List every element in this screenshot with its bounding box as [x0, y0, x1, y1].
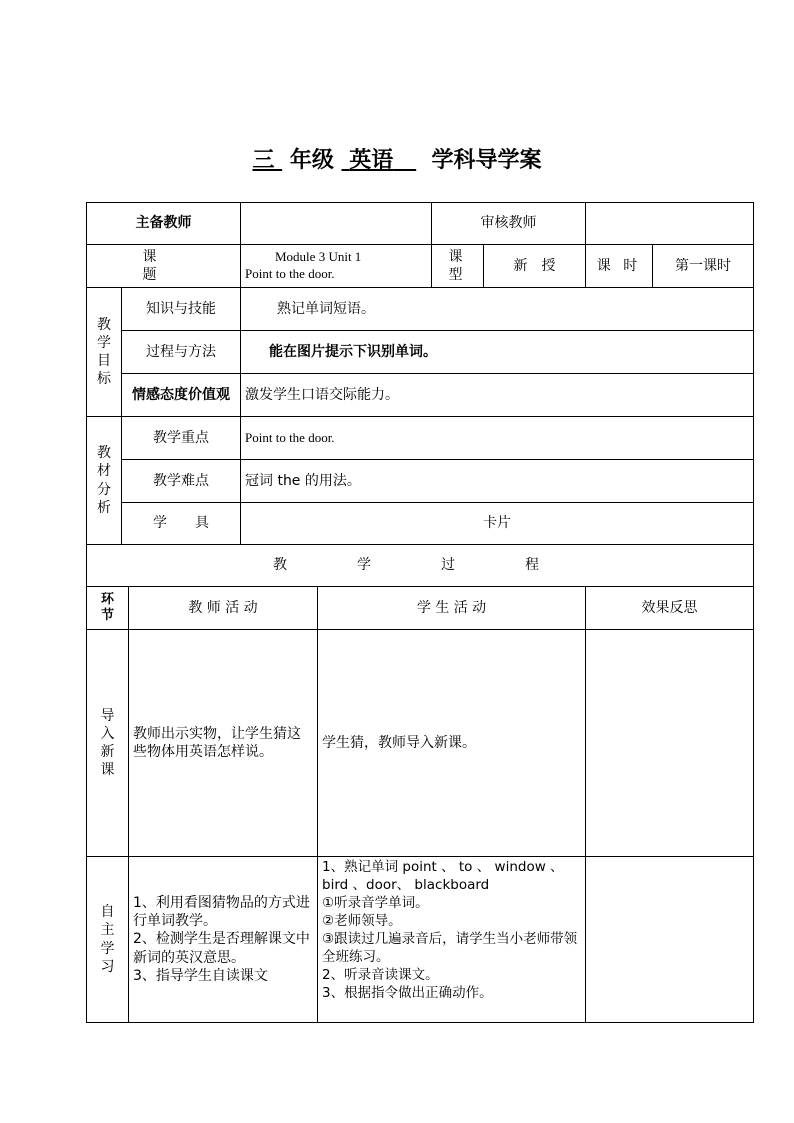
title-suffix: 学科导学案 — [431, 148, 542, 173]
reflection — [586, 857, 754, 1023]
lesson-plan-table — [86, 202, 754, 1023]
topic-label: 课 题 — [87, 245, 241, 288]
col-teacher-header: 教 师 活 动 — [129, 587, 318, 630]
goal-knowledge-value: 熟记单词短语。 — [241, 288, 754, 331]
goal-process-label: 过程与方法 — [122, 331, 241, 374]
topic-value: Module 3 Unit 1 Point to the door. — [241, 245, 432, 288]
period-label: 课 时 — [586, 245, 653, 288]
lesson-type-value: 新 授 — [484, 245, 586, 288]
difficulty-value: 冠词 the 的用法。 — [241, 460, 754, 503]
key-point-value: Point to the door. — [241, 417, 754, 460]
process-heading: 教 学 过 程 — [87, 545, 754, 587]
table-row — [87, 857, 754, 1023]
reviewer-value — [586, 203, 754, 245]
stage-label: 自 主 学 习 — [87, 857, 129, 1023]
lead-teacher-value — [241, 203, 432, 245]
teacher-activity: 教师出示实物，让学生猜这些物体用英语怎样说。 — [129, 630, 318, 857]
goal-attitude-label: 情感态度价值观 — [122, 374, 241, 417]
student-activity: 1、熟记单词 point 、 to 、 window 、 bird 、door、 blackboard ①听录音学单词。 ②老师领导。 ③跟读过几遍录音后，请学生当小老师带领全班练习。 2、听录音读课文。 3、根据指令做出正确动作。 — [318, 857, 586, 1023]
period-value: 第一课时 — [653, 245, 754, 288]
goal-attitude-value: 激发学生口语交际能力。 — [241, 374, 754, 417]
col-reflection-header: 效果反思 — [586, 587, 754, 630]
lesson-type-label: 课 型 — [432, 245, 484, 288]
table-row — [87, 630, 754, 857]
reflection — [586, 630, 754, 857]
tools-value: 卡片 — [241, 503, 754, 545]
goals-group-label: 教 学 目 标 — [87, 288, 122, 417]
subject-value: 英语 — [349, 148, 394, 173]
goal-knowledge-label: 知识与技能 — [122, 288, 241, 331]
grade-value: 三 — [252, 148, 275, 173]
materials-group-label: 教 材 分 析 — [87, 417, 122, 545]
student-activity: 学生猜，教师导入新课。 — [318, 630, 586, 857]
reviewer-label: 审核教师 — [432, 203, 586, 245]
lead-teacher-label: 主备教师 — [87, 203, 241, 245]
col-stage-header: 环节 — [87, 587, 129, 630]
col-student-header: 学 生 活 动 — [318, 587, 586, 630]
goal-process-value: 能在图片提示下识别单词。 — [241, 331, 754, 374]
key-point-label: 教学重点 — [122, 417, 241, 460]
grade-suffix: 年级 — [289, 148, 334, 173]
teacher-activity: 1、利用看图猜物品的方式进行单词教学。 2、检测学生是否理解课文中新词的英汉意思。 3、指导学生自读课文 — [129, 857, 318, 1023]
page-title — [0, 143, 794, 174]
tools-label: 学 具 — [122, 503, 241, 545]
stage-label: 导 入 新 课 — [87, 630, 129, 857]
difficulty-label: 教学难点 — [122, 460, 241, 503]
